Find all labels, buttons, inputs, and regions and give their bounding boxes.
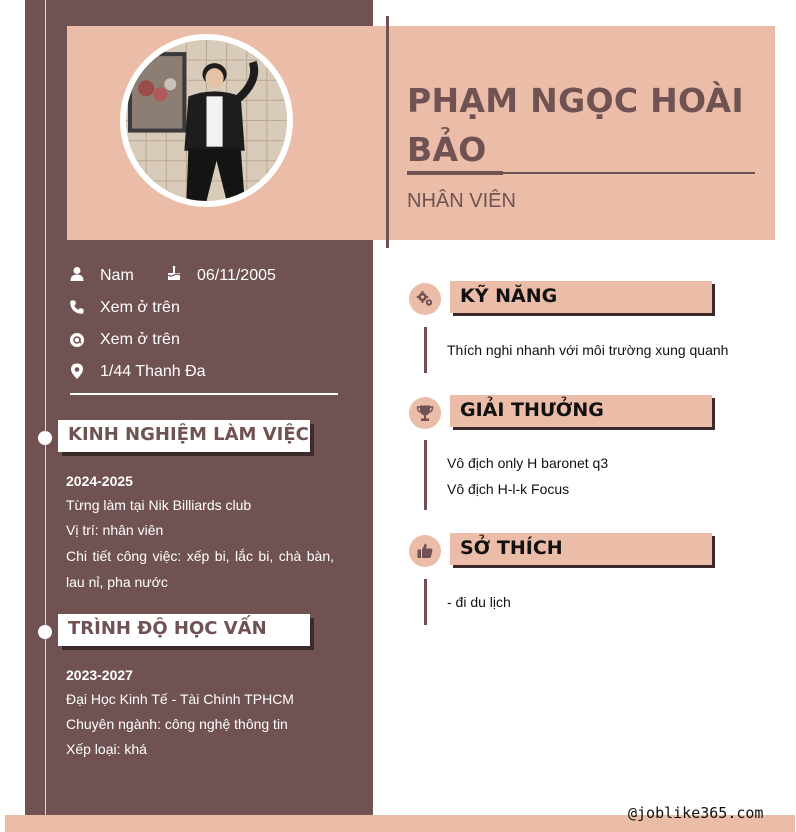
hobbies-list	[447, 589, 511, 615]
user-icon	[69, 266, 85, 282]
skills-list	[447, 337, 728, 363]
hobbies-icon-badge	[409, 535, 441, 567]
hobbies-heading-box	[450, 533, 712, 565]
experience-company: Từng làm tại Nik Billiards club	[66, 497, 252, 513]
experience-block	[66, 469, 334, 595]
hobby-item: - đi du lịch	[447, 594, 511, 610]
timeline-dot	[38, 431, 52, 445]
contact-divider	[70, 393, 338, 395]
education-period: 2023-2027	[66, 667, 133, 683]
experience-period: 2024-2025	[66, 473, 133, 489]
gears-icon	[416, 290, 434, 308]
education-major: Chuyên ngành: công nghệ thông tin	[66, 716, 288, 732]
header-divider	[386, 16, 389, 248]
experience-heading-box	[58, 420, 310, 452]
gender-value: Nam	[100, 267, 134, 284]
skills-icon-badge	[409, 283, 441, 315]
awards-heading: GIẢI THƯỞNG	[460, 399, 604, 421]
education-heading: TRÌNH ĐỘ HỌC VẤN	[68, 618, 267, 639]
education-grade: Xếp loại: khá	[66, 741, 147, 757]
address-value: 1/44 Thanh Đa	[100, 363, 206, 380]
phone-value: Xem ở trên	[100, 299, 180, 316]
education-school: Đại Học Kinh Tế - Tài Chính TPHCM	[66, 691, 294, 707]
hobbies-heading: SỞ THÍCH	[460, 537, 563, 559]
birthday-cake-icon	[166, 265, 182, 281]
awards-bar	[424, 440, 427, 510]
experience-position: Vị trí: nhân viên	[66, 522, 164, 538]
skill-item: Thích nghi nhanh với môi trường xung quanh	[447, 342, 729, 358]
education-heading-box	[58, 614, 310, 646]
award-item: Vô địch H-l-k Focus	[447, 481, 570, 497]
experience-heading: KINH NGHIỆM LÀM VIỆC	[68, 424, 309, 445]
hobbies-bar	[424, 579, 427, 625]
phone-icon	[69, 299, 85, 315]
watermark: @joblike365.com	[628, 804, 764, 822]
experience-details: Chi tiết công việc: xếp bi, lắc bi, chà bàn, lau nỉ, pha nước	[66, 548, 334, 590]
timeline-dot	[38, 625, 52, 639]
birthday-value: 06/11/2005	[197, 267, 276, 284]
profile-photo	[126, 40, 287, 201]
awards-list	[447, 450, 608, 502]
awards-heading-box	[450, 395, 712, 427]
award-item: Vô địch only H baronet q3	[447, 455, 609, 471]
email-at-icon	[69, 332, 85, 348]
email-value: Xem ở trên	[100, 331, 180, 348]
skills-heading-box	[450, 281, 712, 313]
location-pin-icon	[69, 363, 85, 379]
timeline-line	[45, 0, 46, 832]
education-block	[66, 663, 334, 762]
thumbs-up-icon	[416, 542, 434, 560]
job-title: NHÂN VIÊN	[407, 190, 516, 212]
awards-icon-badge	[409, 397, 441, 429]
skills-bar	[424, 327, 427, 373]
trophy-icon	[416, 404, 434, 422]
skills-heading: KỸ NĂNG	[460, 285, 558, 307]
name-underline-accent	[407, 171, 503, 175]
avatar	[120, 34, 293, 207]
candidate-name: PHẠM NGỌC HOÀI BẢO	[407, 81, 744, 169]
